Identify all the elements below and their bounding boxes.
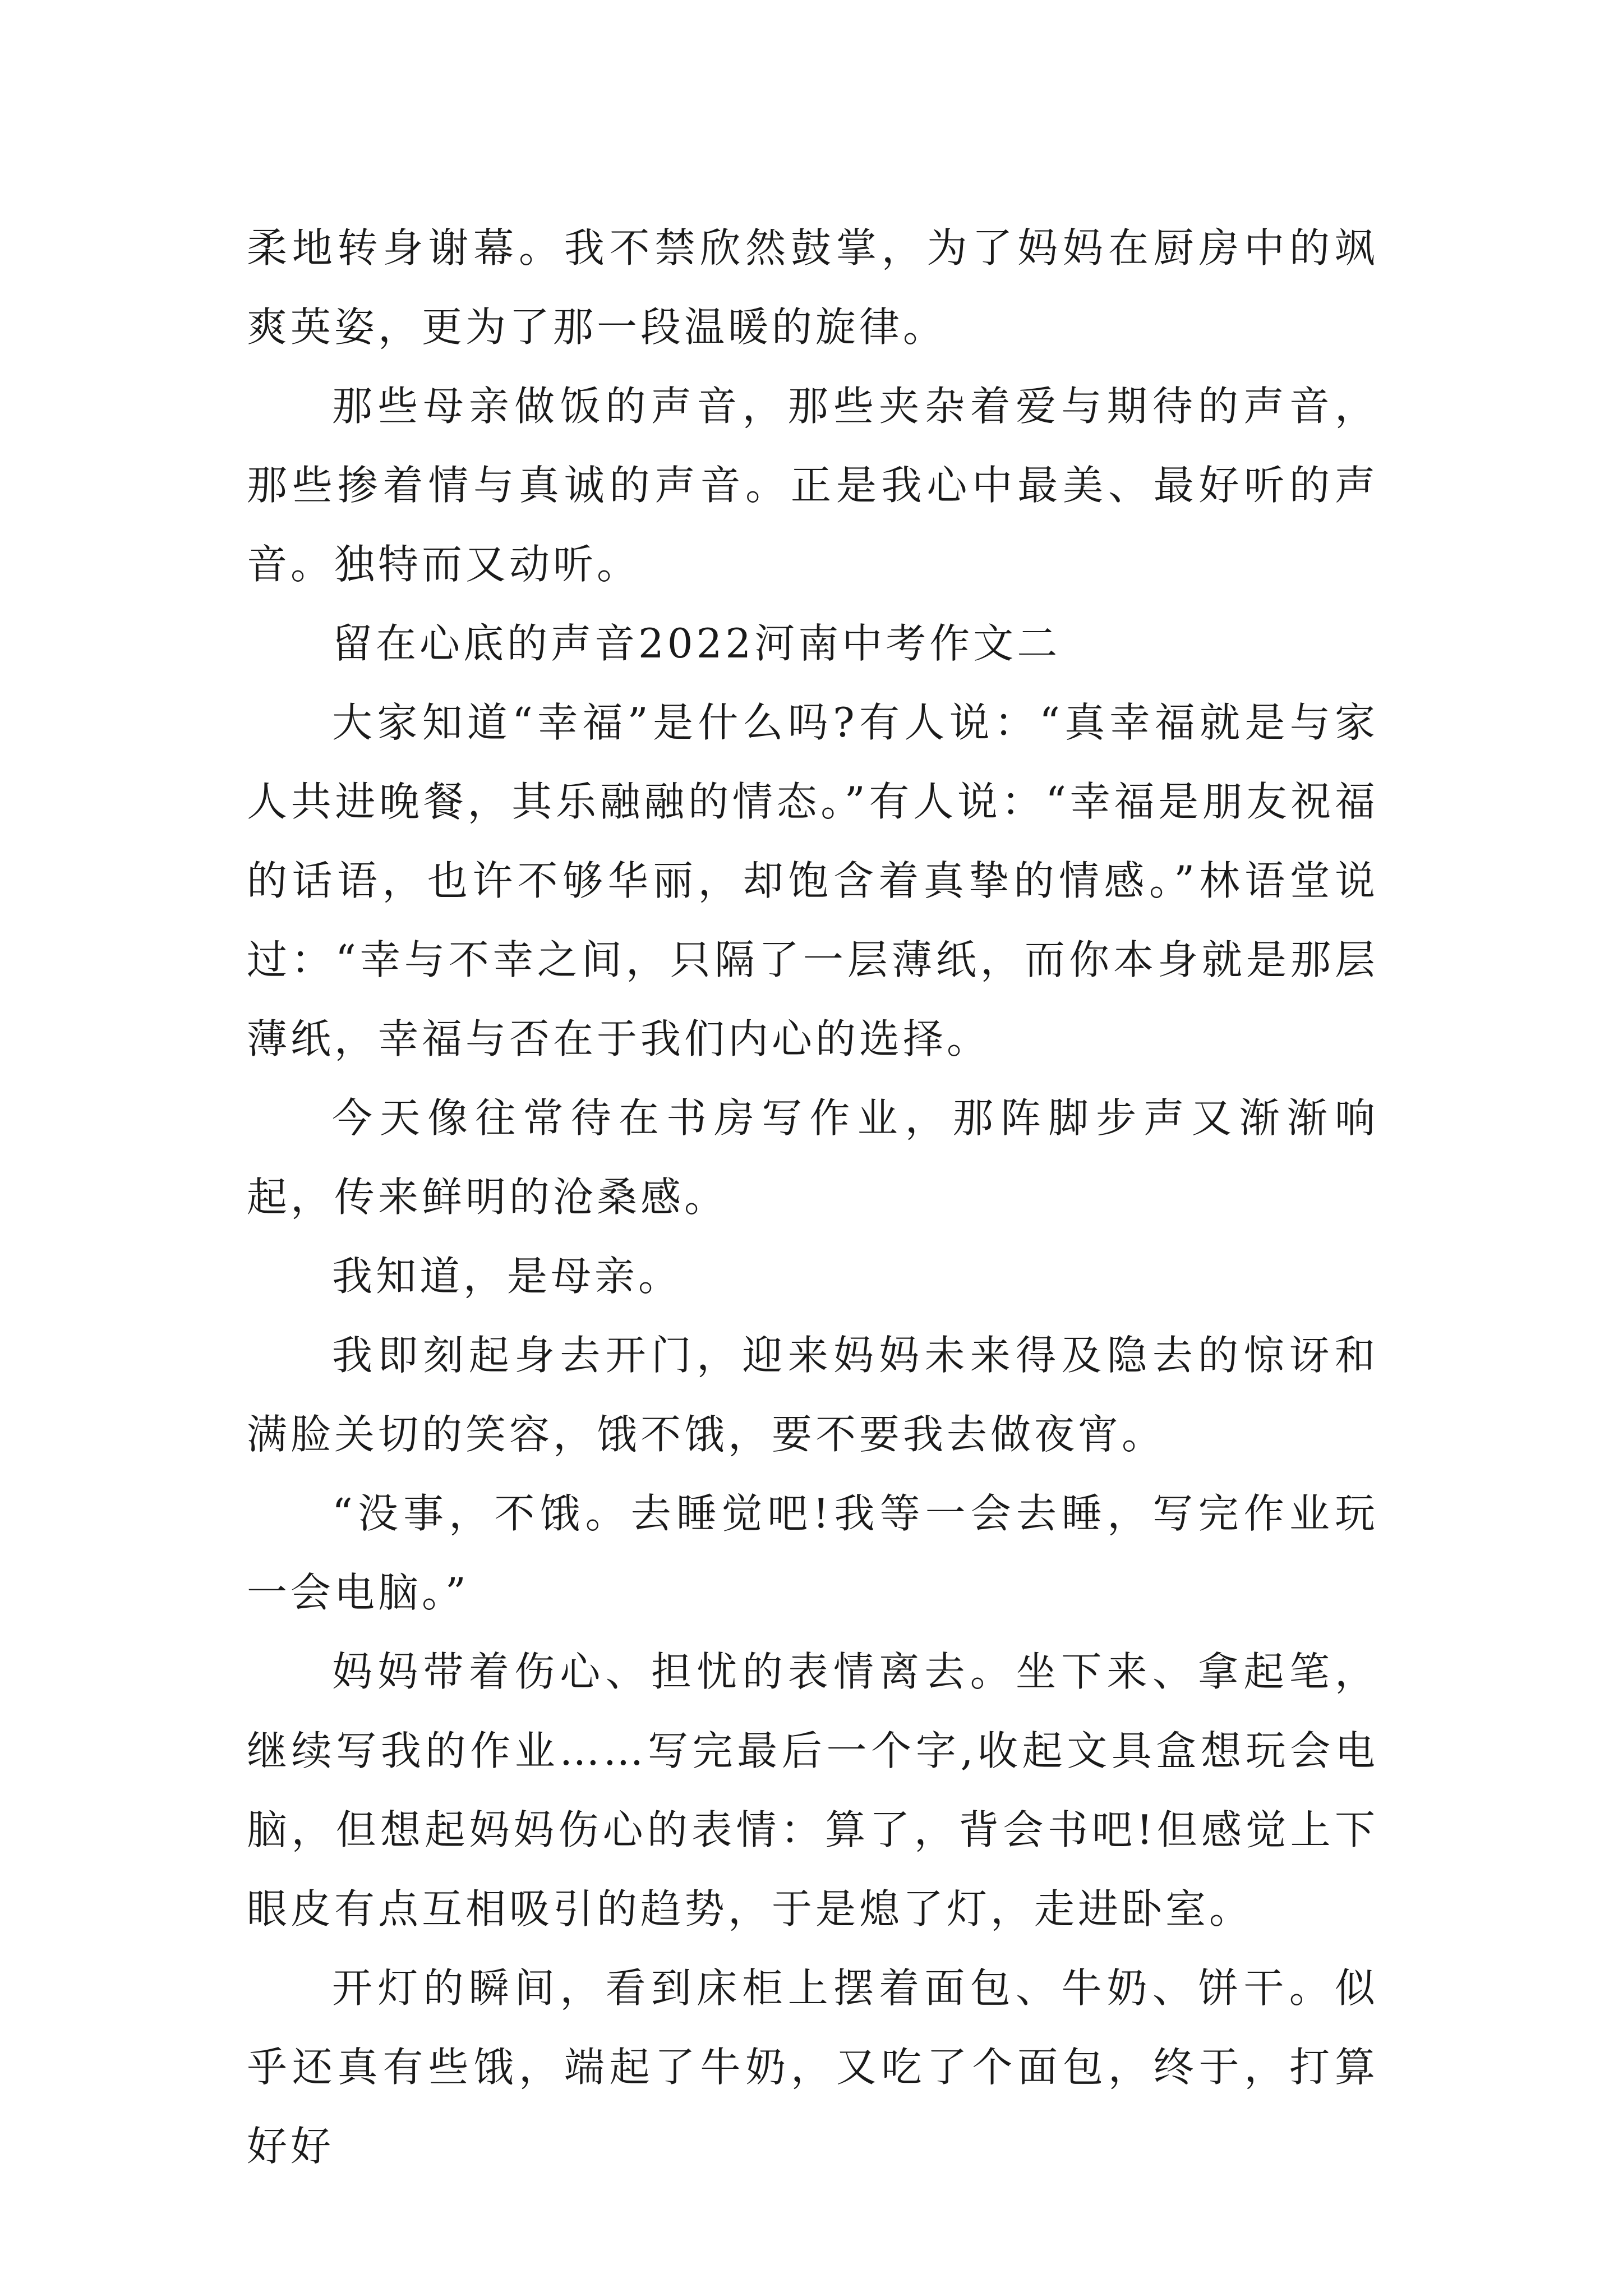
paragraph-1: 柔地转身谢幕。我不禁欣然鼓掌，为了妈妈在厨房中的飒爽英姿，更为了那一段温暖的旋律。 bbox=[247, 224, 1378, 351]
paragraph-4: 今天像往常待在书房写作业，那阵脚步声又渐渐响起，传来鲜明的沧桑感。 bbox=[247, 1094, 1378, 1221]
paragraph-5: 我知道，是母亲。 bbox=[332, 1253, 683, 1300]
paragraph-7: “没事，不饿。去睡觉吧!我等一会去睡，写完作业玩一会电脑。” bbox=[247, 1490, 1378, 1616]
paragraph-6: 我即刻起身去开门，迎来妈妈未来得及隐去的惊讶和满脸关切的笑容，饿不饿，要不要我去做夜宵。 bbox=[247, 1332, 1378, 1458]
essay-title: 留在心底的声音2022河南中考作文二 bbox=[332, 620, 1061, 667]
paragraph-3: 大家知道“幸福”是什么吗?有人说：“真幸福就是与家人共进晚餐，其乐融融的情态。”有人说：“幸福是朋友祝福的话语，也许不够华丽，却饱含着真挚的情感。”林语堂说过：“幸与不幸之间，只隔了一层薄纸，而你本身就是那层薄纸，幸福与否在于我们内心的选择。 bbox=[247, 699, 1378, 1062]
document-page bbox=[247, 209, 1378, 2186]
paragraph-2: 那些母亲做饭的声音，那些夹杂着爱与期待的声音，那些掺着情与真诚的声音。正是我心中最美、最好听的声音。独特而又动听。 bbox=[247, 383, 1378, 588]
paragraph-8: 妈妈带着伤心、担忧的表情离去。坐下来、拿起笔，继续写我的作业……写完最后一个字,收起文具盒想玩会电脑，但想起妈妈伤心的表情：算了，背会书吧!但感觉上下眼皮有点互相吸引的趋势，于是熄了灯，走进卧室。 bbox=[247, 1648, 1378, 1932]
paragraph-9: 开灯的瞬间，看到床柜上摆着面包、牛奶、饼干。似乎还真有些饿，端起了牛奶，又吃了个面包，终于，打算好好 bbox=[247, 1964, 1378, 2170]
